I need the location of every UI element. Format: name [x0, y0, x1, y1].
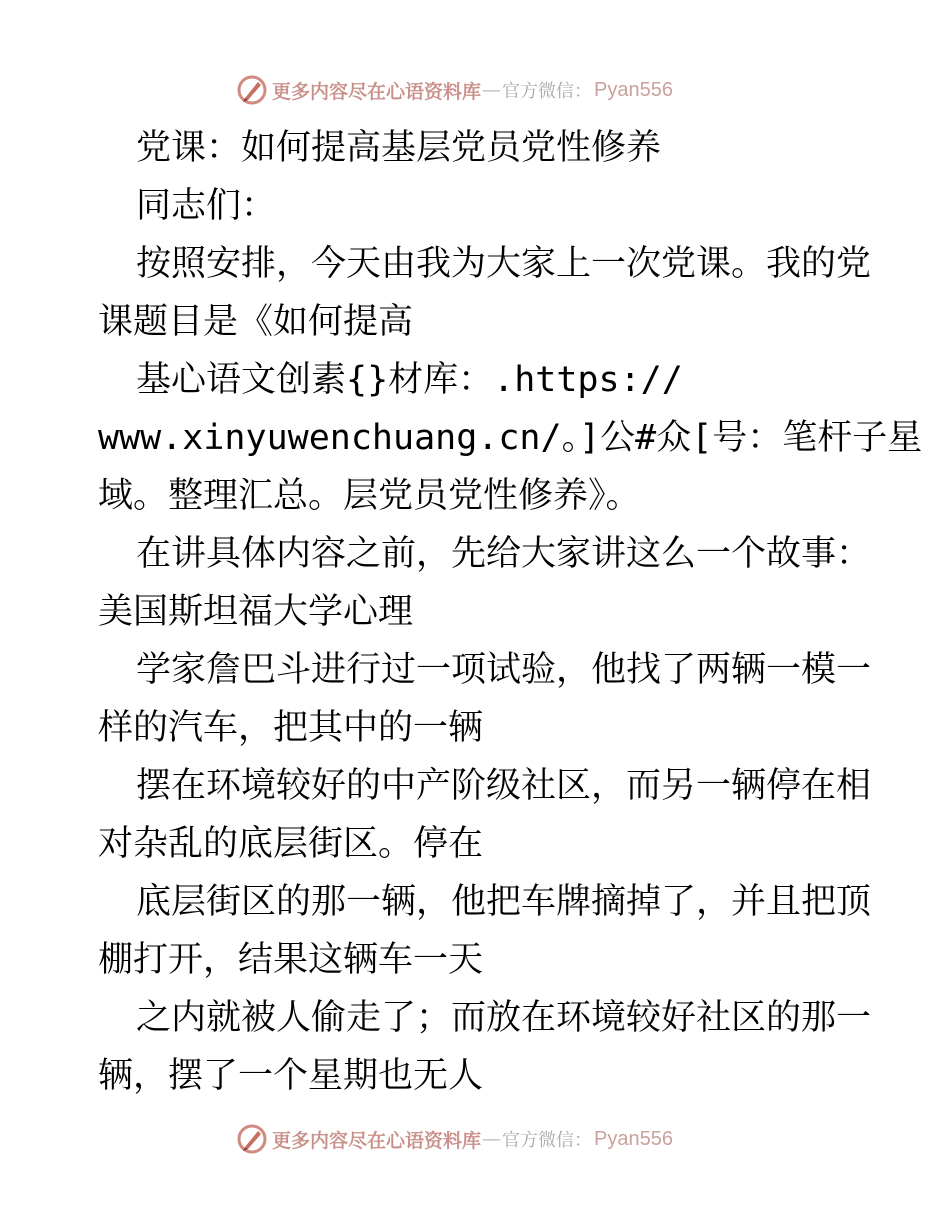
banner-wechat-label: 官方微信：	[502, 81, 593, 102]
banner-main-text: 更多内容尽在心语资料库	[272, 80, 482, 103]
banner-main-text: 更多内容尽在心语资料库	[272, 1129, 482, 1152]
paragraph-line: 课题目是《如何提高	[98, 302, 414, 342]
quill-pen-icon	[236, 1123, 268, 1155]
header-banner	[236, 73, 716, 107]
banner-separator: —	[482, 79, 502, 101]
paragraph-line: 样的汽车，把其中的一辆	[98, 708, 484, 748]
doc-title: 党课：如何提高基层党员党性修养	[136, 128, 662, 168]
paragraph-line: 在讲具体内容之前，先给大家讲这么一个故事：	[136, 534, 872, 574]
quill-pen-icon	[236, 74, 268, 106]
paragraph-line: 底层街区的那一辆，他把车牌摘掉了，并且把顶	[136, 882, 872, 922]
paragraph-line: 辆，摆了一个星期也无人	[98, 1056, 484, 1096]
banner-wechat-id: Pyan556	[594, 1127, 673, 1150]
paragraph-line: 学家詹巴斗进行过一项试验，他找了两辆一模一	[136, 650, 872, 690]
banner-separator: —	[482, 1128, 502, 1150]
paragraph-line: 对杂乱的底层街区。停在	[98, 824, 484, 864]
banner-wechat-label: 官方微信：	[502, 1130, 593, 1151]
paragraph-line: 棚打开，结果这辆车一天	[98, 940, 484, 980]
paragraph-line: 按照安排，今天由我为大家上一次党课。我的党	[136, 244, 872, 284]
paragraph-line: 美国斯坦福大学心理	[98, 592, 414, 632]
paragraph-line: 域。整理汇总。层党员党性修养》。	[98, 476, 641, 516]
paragraph-line: 基心语文创素{}材库：.https://	[136, 360, 683, 400]
footer-banner	[236, 1122, 716, 1156]
banner-wechat-id: Pyan556	[594, 78, 673, 101]
paragraph-line: 摆在环境较好的中产阶级社区，而另一辆停在相	[136, 766, 872, 806]
paragraph-line: www.xinyuwenchuang.cn/。]公#众[号：笔杆子星	[98, 418, 923, 458]
paragraph-line: 之内就被人偷走了；而放在环境较好社区的那一	[136, 998, 872, 1038]
salutation: 同志们：	[136, 186, 277, 226]
